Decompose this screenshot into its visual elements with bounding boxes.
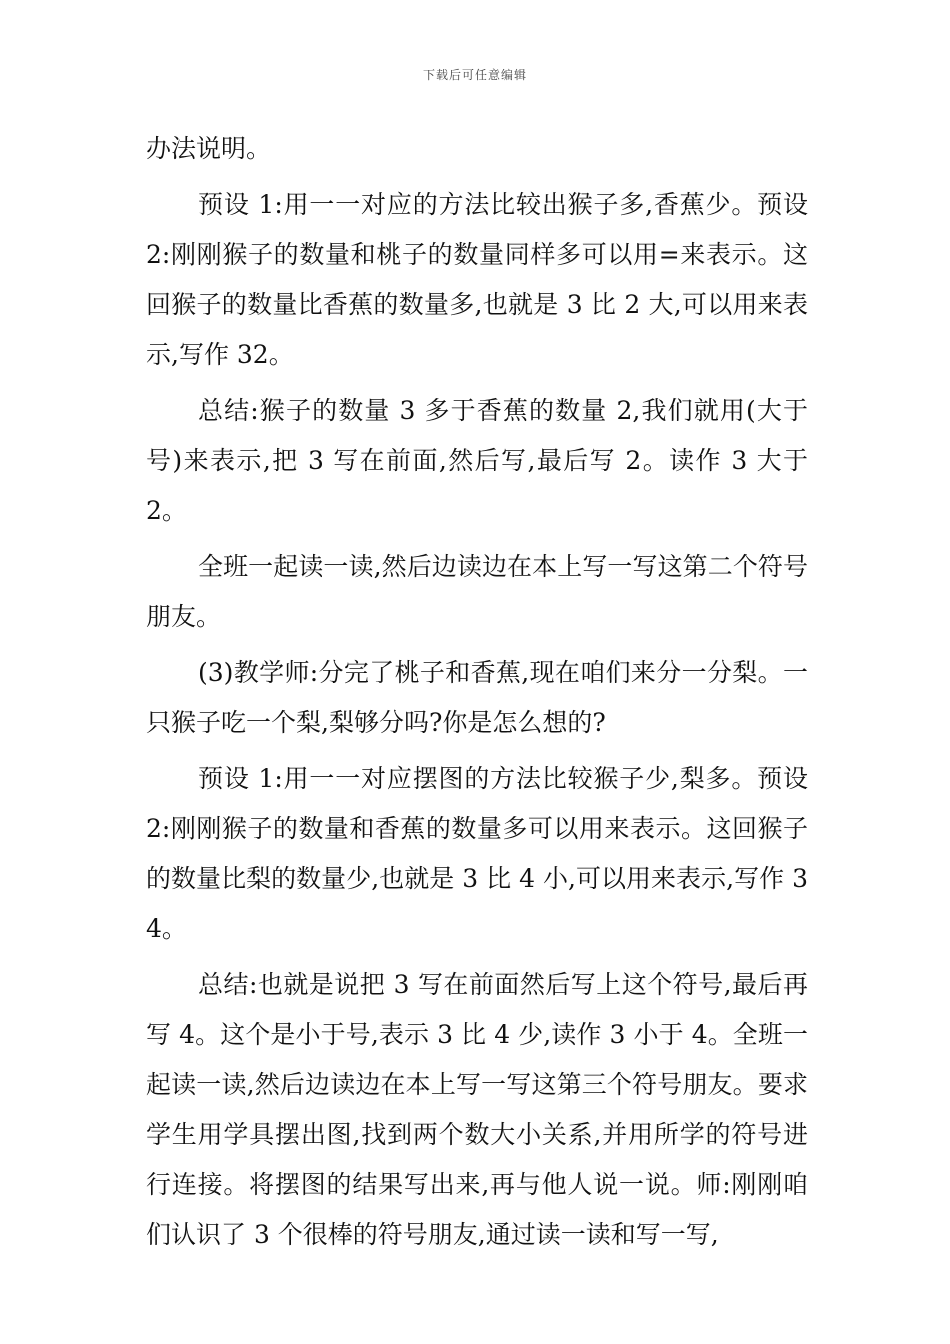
paragraph-continuation: 办法说明。 (146, 134, 272, 163)
paragraph-class-read: 全班一起读一读,然后边读边在本上写一写这第二个符号朋友。 (146, 552, 808, 631)
paragraph-teaching-pears: (3)教学师:分完了桃子和香蕉,现在咱们来分一分梨。一只猴子吃一个梨,梨够分吗?你是怎么想的? (146, 658, 808, 737)
page-header-note: 下载后可任意编辑 (422, 68, 527, 82)
paragraph-preset-2: 预设 1:用一一对应摆图的方法比较猴子少,梨多。预设 2:刚刚猴子的数量和香蕉的数量多可以用来表示。这回猴子的数量比梨的数量少,也就是 3 比 4 小,可以用来表示,写作 34。 (146, 764, 808, 943)
paragraph-summary-less: 总结:也就是说把 3 写在前面然后写上这个符号,最后再写 4。这个是小于号,表示 3 比 4 少,读作 3 小于 4。全班一起读一读,然后边读边在本上写一写这第三个符号朋友。要求学生用学具摆出图,找到两个数大小关系,并用所学的符号进行连接。将摆图的结果写出来,再与他人说一说。师:刚刚咱们认识了 3 个很棒的符号朋友,通过读一读和写一写, (146, 970, 808, 1249)
paragraph-preset-1: 预设 1:用一一对应的方法比较出猴子多,香蕉少。预设 2:刚刚猴子的数量和桃子的数量同样多可以用=来表示。这回猴子的数量比香蕉的数量多,也就是 3 比 2 大,可以用来表示,写作 32。 (146, 190, 808, 369)
paragraph-summary-greater: 总结:猴子的数量 3 多于香蕉的数量 2,我们就用(大于号)来表示,把 3 写在前面,然后写,最后写 2。读作 3 大于 2。 (146, 396, 808, 525)
document-body (146, 124, 808, 1266)
